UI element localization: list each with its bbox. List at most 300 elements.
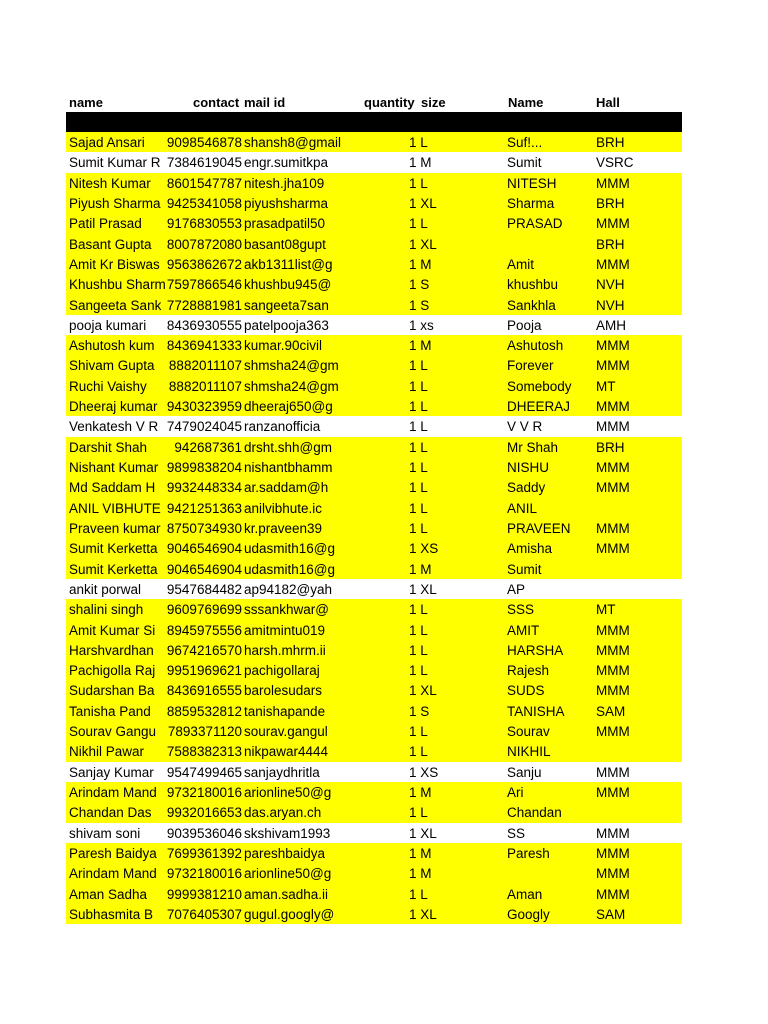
- contact-cell: 9563862672: [166, 256, 242, 272]
- name-cell: Basant Gupta: [69, 236, 152, 252]
- contact-cell: 8945975556: [166, 622, 242, 638]
- quantity-value: 1: [409, 683, 417, 699]
- table-row: [66, 762, 682, 782]
- table-row: [66, 376, 682, 396]
- name-cell: Sajad Ansari: [69, 135, 145, 150]
- table-row: [66, 802, 682, 822]
- hall-cell: MMM: [596, 724, 630, 740]
- name-cell: Praveen kumar: [69, 520, 161, 536]
- quantity-size-cell: [409, 602, 469, 617]
- name-cell: Chandan Das: [69, 805, 152, 821]
- table-row: [66, 315, 682, 335]
- nickname-cell: Sourav: [507, 724, 550, 740]
- quantity-size-cell: [409, 501, 469, 516]
- quantity-size-cell: [409, 887, 469, 902]
- table-row: [66, 660, 682, 680]
- contact-cell: 8859532812: [166, 703, 242, 719]
- hall-cell: NVH: [596, 297, 625, 313]
- size-value: L: [420, 520, 428, 536]
- header-black-bar: [66, 112, 682, 132]
- mail-id-cell: patelpooja363: [244, 317, 329, 333]
- size-value: XL: [420, 906, 437, 922]
- table-row: [66, 437, 682, 457]
- name-cell: Arindam Mand: [69, 785, 157, 800]
- nickname-cell: Mr Shah: [507, 439, 559, 455]
- mail-id-cell: shmsha24@gm: [244, 378, 339, 394]
- table-row: [66, 884, 682, 904]
- nickname-cell: Googly: [507, 906, 550, 922]
- name-cell: ankit porwal: [69, 581, 142, 597]
- quantity-size-cell: [409, 155, 469, 170]
- nickname-cell: PRASAD: [507, 216, 563, 232]
- mail-id-cell: khushbu945@: [244, 277, 332, 293]
- nickname-cell: Amisha: [507, 541, 553, 557]
- hall-cell: NVH: [596, 277, 625, 293]
- name-cell: Subhasmita B: [69, 906, 154, 922]
- mail-id-cell: kumar.90civil: [244, 338, 323, 354]
- mail-id-cell: arionline50@g: [244, 866, 332, 882]
- table-row: [66, 843, 682, 863]
- quantity-value: 1: [409, 520, 417, 536]
- size-value: L: [420, 744, 428, 760]
- quantity-size-cell: [409, 318, 469, 333]
- header-quantity: quantity: [364, 95, 415, 110]
- quantity-value: 1: [409, 764, 417, 780]
- hall-cell: MMM: [596, 338, 630, 354]
- quantity-value: 1: [409, 845, 417, 861]
- nickname-cell: Amit: [507, 256, 534, 272]
- quantity-value: 1: [409, 480, 417, 496]
- name-cell: Ashutosh kum: [69, 338, 155, 354]
- mail-id-cell: udasmith16@g: [244, 541, 336, 557]
- hall-cell: MMM: [596, 399, 630, 415]
- hall-cell: MMM: [596, 886, 630, 902]
- quantity-value: 1: [409, 581, 417, 597]
- contact-cell: 9732180016: [166, 866, 242, 882]
- contact-cell: 9425341058: [166, 195, 242, 211]
- name-cell: Nishant Kumar: [69, 460, 159, 475]
- contact-cell: 9547499465: [166, 764, 242, 780]
- mail-id-cell: das.aryan.ch: [244, 805, 322, 821]
- contact-cell: 7893371120: [167, 724, 242, 740]
- size-value: XL: [420, 683, 437, 699]
- nickname-cell: khushbu: [507, 277, 559, 293]
- quantity-size-cell: [409, 846, 469, 861]
- name-cell: Pachigolla Raj: [69, 663, 156, 679]
- mail-id-cell: aman.sadha.ii: [244, 886, 329, 902]
- nickname-cell: TANISHA: [507, 703, 565, 719]
- size-value: M: [420, 256, 432, 272]
- name-cell: Nitesh Kumar: [69, 175, 151, 191]
- nickname-cell: SSS: [507, 602, 535, 618]
- quantity-value: 1: [409, 236, 417, 252]
- quantity-size-cell: [409, 216, 469, 231]
- contact-cell: 8436941333: [166, 338, 242, 354]
- size-value: L: [420, 439, 428, 455]
- quantity-size-cell: [409, 480, 469, 495]
- hall-cell: AMH: [596, 317, 626, 333]
- name-cell: Venkatesh V R: [69, 419, 159, 435]
- contact-cell: 8882011107: [168, 378, 242, 394]
- mail-id-cell: harsh.mhrm.ii: [244, 642, 326, 658]
- table-body: [66, 132, 682, 924]
- name-cell: Dheeraj kumar: [69, 399, 158, 415]
- quantity-value: 1: [409, 602, 417, 618]
- quantity-value: 1: [409, 906, 417, 922]
- quantity-size-cell: [409, 237, 469, 252]
- nickname-cell: Rajesh: [507, 663, 550, 679]
- quantity-value: 1: [409, 785, 417, 800]
- contact-cell: 8882011107: [168, 358, 242, 374]
- table-row: [66, 213, 682, 233]
- quantity-value: 1: [409, 460, 417, 475]
- contact-cell: 9098546878: [166, 135, 242, 150]
- mail-id-cell: sangeeta7san: [244, 297, 329, 313]
- size-value: L: [420, 500, 428, 516]
- quantity-value: 1: [409, 155, 417, 171]
- table-row: [66, 335, 682, 355]
- contact-cell: 9899838204: [166, 460, 242, 475]
- hall-cell: BRH: [596, 135, 625, 150]
- quantity-value: 1: [409, 439, 417, 455]
- table-row: [66, 234, 682, 254]
- size-value: XL: [420, 195, 437, 211]
- name-cell: Ruchi Vaishy: [69, 378, 147, 394]
- size-value: XL: [420, 236, 437, 252]
- table-row: [66, 741, 682, 761]
- mail-id-cell: anilvibhute.ic: [244, 500, 323, 516]
- size-value: XS: [420, 764, 439, 780]
- mail-id-cell: basant08gupt: [244, 236, 326, 252]
- quantity-value: 1: [409, 642, 417, 658]
- size-value: M: [420, 845, 432, 861]
- table-row: [66, 680, 682, 700]
- quantity-size-cell: [409, 724, 469, 739]
- mail-id-cell: nishantbhamm: [244, 460, 333, 475]
- table-row: [66, 396, 682, 416]
- nickname-cell: Ari: [507, 785, 524, 800]
- quantity-value: 1: [409, 663, 417, 679]
- nickname-cell: NITESH: [507, 175, 557, 191]
- contact-cell: 7728881981: [166, 297, 242, 313]
- hall-cell: MT: [596, 378, 616, 394]
- contact-cell: 9932016653: [166, 805, 242, 821]
- hall-cell: MMM: [596, 683, 630, 699]
- table-row: [66, 904, 682, 924]
- quantity-size-cell: [409, 338, 469, 353]
- header-name: name: [69, 95, 103, 110]
- hall-cell: MMM: [596, 216, 630, 232]
- quantity-size-cell: [409, 176, 469, 191]
- quantity-size-cell: [409, 704, 469, 719]
- nickname-cell: Forever: [507, 358, 554, 374]
- quantity-size-cell: [409, 419, 469, 434]
- mail-id-cell: arionline50@g: [244, 785, 332, 800]
- quantity-size-cell: [409, 379, 469, 394]
- quantity-size-cell: [409, 521, 469, 536]
- size-value: M: [420, 866, 432, 882]
- spreadsheet: [66, 92, 682, 924]
- nickname-cell: HARSHA: [507, 642, 564, 658]
- mail-id-cell: sanjaydhritla: [244, 764, 320, 780]
- quantity-value: 1: [409, 256, 417, 272]
- table-row: [66, 295, 682, 315]
- mail-id-cell: drsht.shh@gm: [244, 439, 332, 455]
- mail-id-cell: skshivam1993: [244, 825, 331, 841]
- table-row: [66, 518, 682, 538]
- name-cell: Sangeeta Sank: [69, 297, 162, 313]
- contact-cell: 9674216570: [166, 642, 242, 658]
- table-row: [66, 274, 682, 294]
- quantity-value: 1: [409, 561, 417, 577]
- quantity-value: 1: [409, 378, 417, 394]
- size-value: XS: [420, 541, 439, 557]
- size-value: L: [420, 358, 428, 374]
- quantity-size-cell: [409, 358, 469, 373]
- size-value: L: [420, 135, 428, 150]
- hall-cell: MMM: [596, 460, 630, 475]
- name-cell: shalini singh: [69, 602, 144, 618]
- quantity-value: 1: [409, 703, 417, 719]
- table-row: [66, 477, 682, 497]
- size-value: L: [420, 805, 428, 821]
- quantity-value: 1: [409, 338, 417, 354]
- table-row: [66, 355, 682, 375]
- contact-cell: 9176830553: [166, 216, 242, 232]
- table-row: [66, 579, 682, 599]
- size-value: L: [420, 622, 428, 638]
- name-cell: Sumit Kumar R: [69, 155, 161, 171]
- quantity-value: 1: [409, 622, 417, 638]
- header-mail-id: mail id: [244, 95, 286, 110]
- quantity-value: 1: [409, 297, 417, 313]
- contact-cell: 9430323959: [166, 399, 242, 415]
- size-value: L: [420, 175, 428, 191]
- nickname-cell: Aman: [507, 886, 543, 902]
- mail-id-cell: pareshbaidya: [244, 845, 326, 861]
- nickname-cell: Suf!...: [507, 135, 543, 150]
- quantity-size-cell: [409, 663, 469, 678]
- size-value: L: [420, 886, 428, 902]
- name-cell: Sourav Gangu: [69, 724, 157, 740]
- table-row: [66, 152, 682, 172]
- nickname-cell: Sharma: [507, 195, 555, 211]
- quantity-size-cell: [409, 623, 469, 638]
- name-cell: Sanjay Kumar: [69, 764, 154, 780]
- contact-cell: 9421251363: [166, 500, 242, 516]
- nickname-cell: Sankhla: [507, 297, 556, 313]
- table-row: [66, 132, 682, 152]
- name-cell: shivam soni: [69, 825, 141, 841]
- size-value: L: [420, 216, 428, 232]
- contact-cell: 7076405307: [166, 906, 242, 922]
- nickname-cell: Pooja: [507, 317, 542, 333]
- quantity-size-cell: [409, 826, 469, 841]
- name-cell: Piyush Sharma: [69, 195, 161, 211]
- mail-id-cell: ar.saddam@h: [244, 480, 329, 496]
- quantity-value: 1: [409, 175, 417, 191]
- quantity-value: 1: [409, 866, 417, 882]
- size-value: L: [420, 378, 428, 394]
- hall-cell: MMM: [596, 785, 630, 800]
- nickname-cell: Ashutosh: [507, 338, 564, 354]
- quantity-size-cell: [409, 744, 469, 759]
- table-row: [66, 193, 682, 213]
- name-cell: Darshit Shah: [69, 439, 148, 455]
- size-value: XL: [420, 581, 437, 597]
- mail-id-cell: shmsha24@gm: [244, 358, 339, 374]
- contact-cell: 9039536046: [166, 825, 242, 841]
- size-value: S: [420, 297, 430, 313]
- quantity-size-cell: [409, 460, 469, 475]
- quantity-size-cell: [409, 805, 469, 820]
- name-cell: Sudarshan Ba: [69, 683, 155, 699]
- mail-id-cell: barolesudars: [244, 683, 323, 699]
- contact-cell: 942687361: [174, 439, 242, 455]
- nickname-cell: AMIT: [507, 622, 540, 638]
- mail-id-cell: amitmintu019: [244, 622, 326, 638]
- table-row: [66, 416, 682, 436]
- size-value: L: [420, 724, 428, 740]
- name-cell: Shivam Gupta: [69, 358, 155, 374]
- quantity-size-cell: [409, 582, 469, 597]
- hall-cell: MMM: [596, 825, 630, 841]
- name-cell: ANIL VIBHUTE: [69, 500, 161, 516]
- contact-cell: 9932448334: [166, 480, 242, 496]
- hall-cell: SAM: [596, 906, 626, 922]
- table-row: [66, 863, 682, 883]
- hall-cell: BRH: [596, 236, 625, 252]
- quantity-value: 1: [409, 541, 417, 557]
- hall-cell: BRH: [596, 195, 625, 211]
- contact-cell: 8007872080: [166, 236, 242, 252]
- mail-id-cell: nitesh.jha109: [244, 175, 325, 191]
- mail-id-cell: akb1311list@g: [244, 256, 333, 272]
- mail-id-cell: ap94182@yah: [244, 581, 333, 597]
- quantity-value: 1: [409, 277, 417, 293]
- quantity-size-cell: [409, 683, 469, 698]
- nickname-cell: Somebody: [507, 378, 572, 394]
- table-row: [66, 254, 682, 274]
- mail-id-cell: nikpawar4444: [244, 744, 329, 760]
- contact-cell: 8436916555: [166, 683, 242, 699]
- quantity-size-cell: [409, 399, 469, 414]
- contact-cell: 7588382313: [166, 744, 242, 760]
- nickname-cell: NISHU: [507, 460, 550, 475]
- quantity-size-cell: [409, 643, 469, 658]
- size-value: XL: [420, 825, 437, 841]
- name-cell: Khushbu Sharm: [69, 277, 166, 293]
- table-row: [66, 538, 682, 558]
- quantity-size-cell: [409, 765, 469, 780]
- contact-cell: 8601547787: [166, 175, 242, 191]
- name-cell: Patil Prasad: [69, 216, 142, 232]
- quantity-size-cell: [409, 298, 469, 313]
- contact-cell: 8436930555: [166, 317, 242, 333]
- name-cell: Nikhil Pawar: [69, 744, 145, 760]
- size-value: L: [420, 460, 428, 475]
- quantity-size-cell: [409, 785, 469, 800]
- quantity-size-cell: [409, 541, 469, 556]
- nickname-cell: Sumit: [507, 155, 542, 171]
- hall-cell: MMM: [596, 541, 630, 557]
- size-value: M: [420, 155, 432, 171]
- size-value: L: [420, 602, 428, 618]
- name-cell: pooja kumari: [69, 317, 147, 333]
- contact-cell: 9999381210: [166, 886, 242, 902]
- nickname-cell: Saddy: [507, 480, 546, 496]
- size-value: M: [420, 785, 432, 800]
- name-cell: Tanisha Pand: [69, 703, 151, 719]
- mail-id-cell: piyushsharma: [244, 195, 329, 211]
- table-row: [66, 559, 682, 579]
- mail-id-cell: engr.sumitkpa: [244, 155, 329, 171]
- size-value: M: [420, 561, 432, 577]
- header-contact: contact: [193, 95, 240, 110]
- hall-cell: VSRC: [596, 155, 634, 171]
- contact-cell: 9951969621: [166, 663, 242, 679]
- quantity-size-cell: [409, 135, 469, 150]
- mail-id-cell: tanishapande: [244, 703, 326, 719]
- mail-id-cell: gugul.googly@: [244, 906, 335, 922]
- nickname-cell: Chandan: [507, 805, 562, 821]
- quantity-value: 1: [409, 724, 417, 740]
- contact-cell: 8750734930: [166, 520, 242, 536]
- mail-id-cell: sourav.gangul: [244, 724, 328, 740]
- hall-cell: MMM: [596, 520, 630, 536]
- contact-cell: 7479024045: [166, 419, 242, 435]
- name-cell: Harshvardhan: [69, 642, 154, 658]
- table-row: [66, 782, 682, 802]
- hall-cell: SAM: [596, 703, 626, 719]
- quantity-value: 1: [409, 216, 417, 232]
- table-row: [66, 701, 682, 721]
- size-value: L: [420, 419, 428, 435]
- table-row: [66, 721, 682, 741]
- header-size: size: [421, 95, 446, 110]
- quantity-value: 1: [409, 195, 417, 211]
- table-row: [66, 498, 682, 518]
- table-row: [66, 620, 682, 640]
- header-row: [66, 92, 682, 112]
- hall-cell: MMM: [596, 845, 630, 861]
- quantity-value: 1: [409, 135, 417, 150]
- quantity-value: 1: [409, 886, 417, 902]
- name-cell: Amit Kumar Si: [69, 622, 156, 638]
- size-value: S: [420, 703, 430, 719]
- size-value: S: [420, 277, 430, 293]
- contact-cell: 9732180016: [166, 785, 242, 800]
- nickname-cell: V V R: [507, 419, 543, 435]
- hall-cell: BRH: [596, 439, 625, 455]
- contact-cell: 7699361392: [166, 845, 242, 861]
- size-value: L: [420, 399, 428, 415]
- quantity-value: 1: [409, 500, 417, 516]
- quantity-value: 1: [409, 825, 417, 841]
- quantity-value: 1: [409, 805, 417, 821]
- contact-cell: 9046546904: [166, 561, 242, 577]
- table-row: [66, 640, 682, 660]
- quantity-size-cell: [409, 907, 469, 922]
- quantity-size-cell: [409, 866, 469, 881]
- quantity-value: 1: [409, 358, 417, 374]
- contact-cell: 9547684482: [166, 581, 242, 597]
- hall-cell: MMM: [596, 663, 630, 679]
- nickname-cell: NIKHIL: [507, 744, 551, 760]
- name-cell: Arindam Mand: [69, 866, 157, 882]
- quantity-size-cell: [409, 440, 469, 455]
- quantity-value: 1: [409, 419, 417, 435]
